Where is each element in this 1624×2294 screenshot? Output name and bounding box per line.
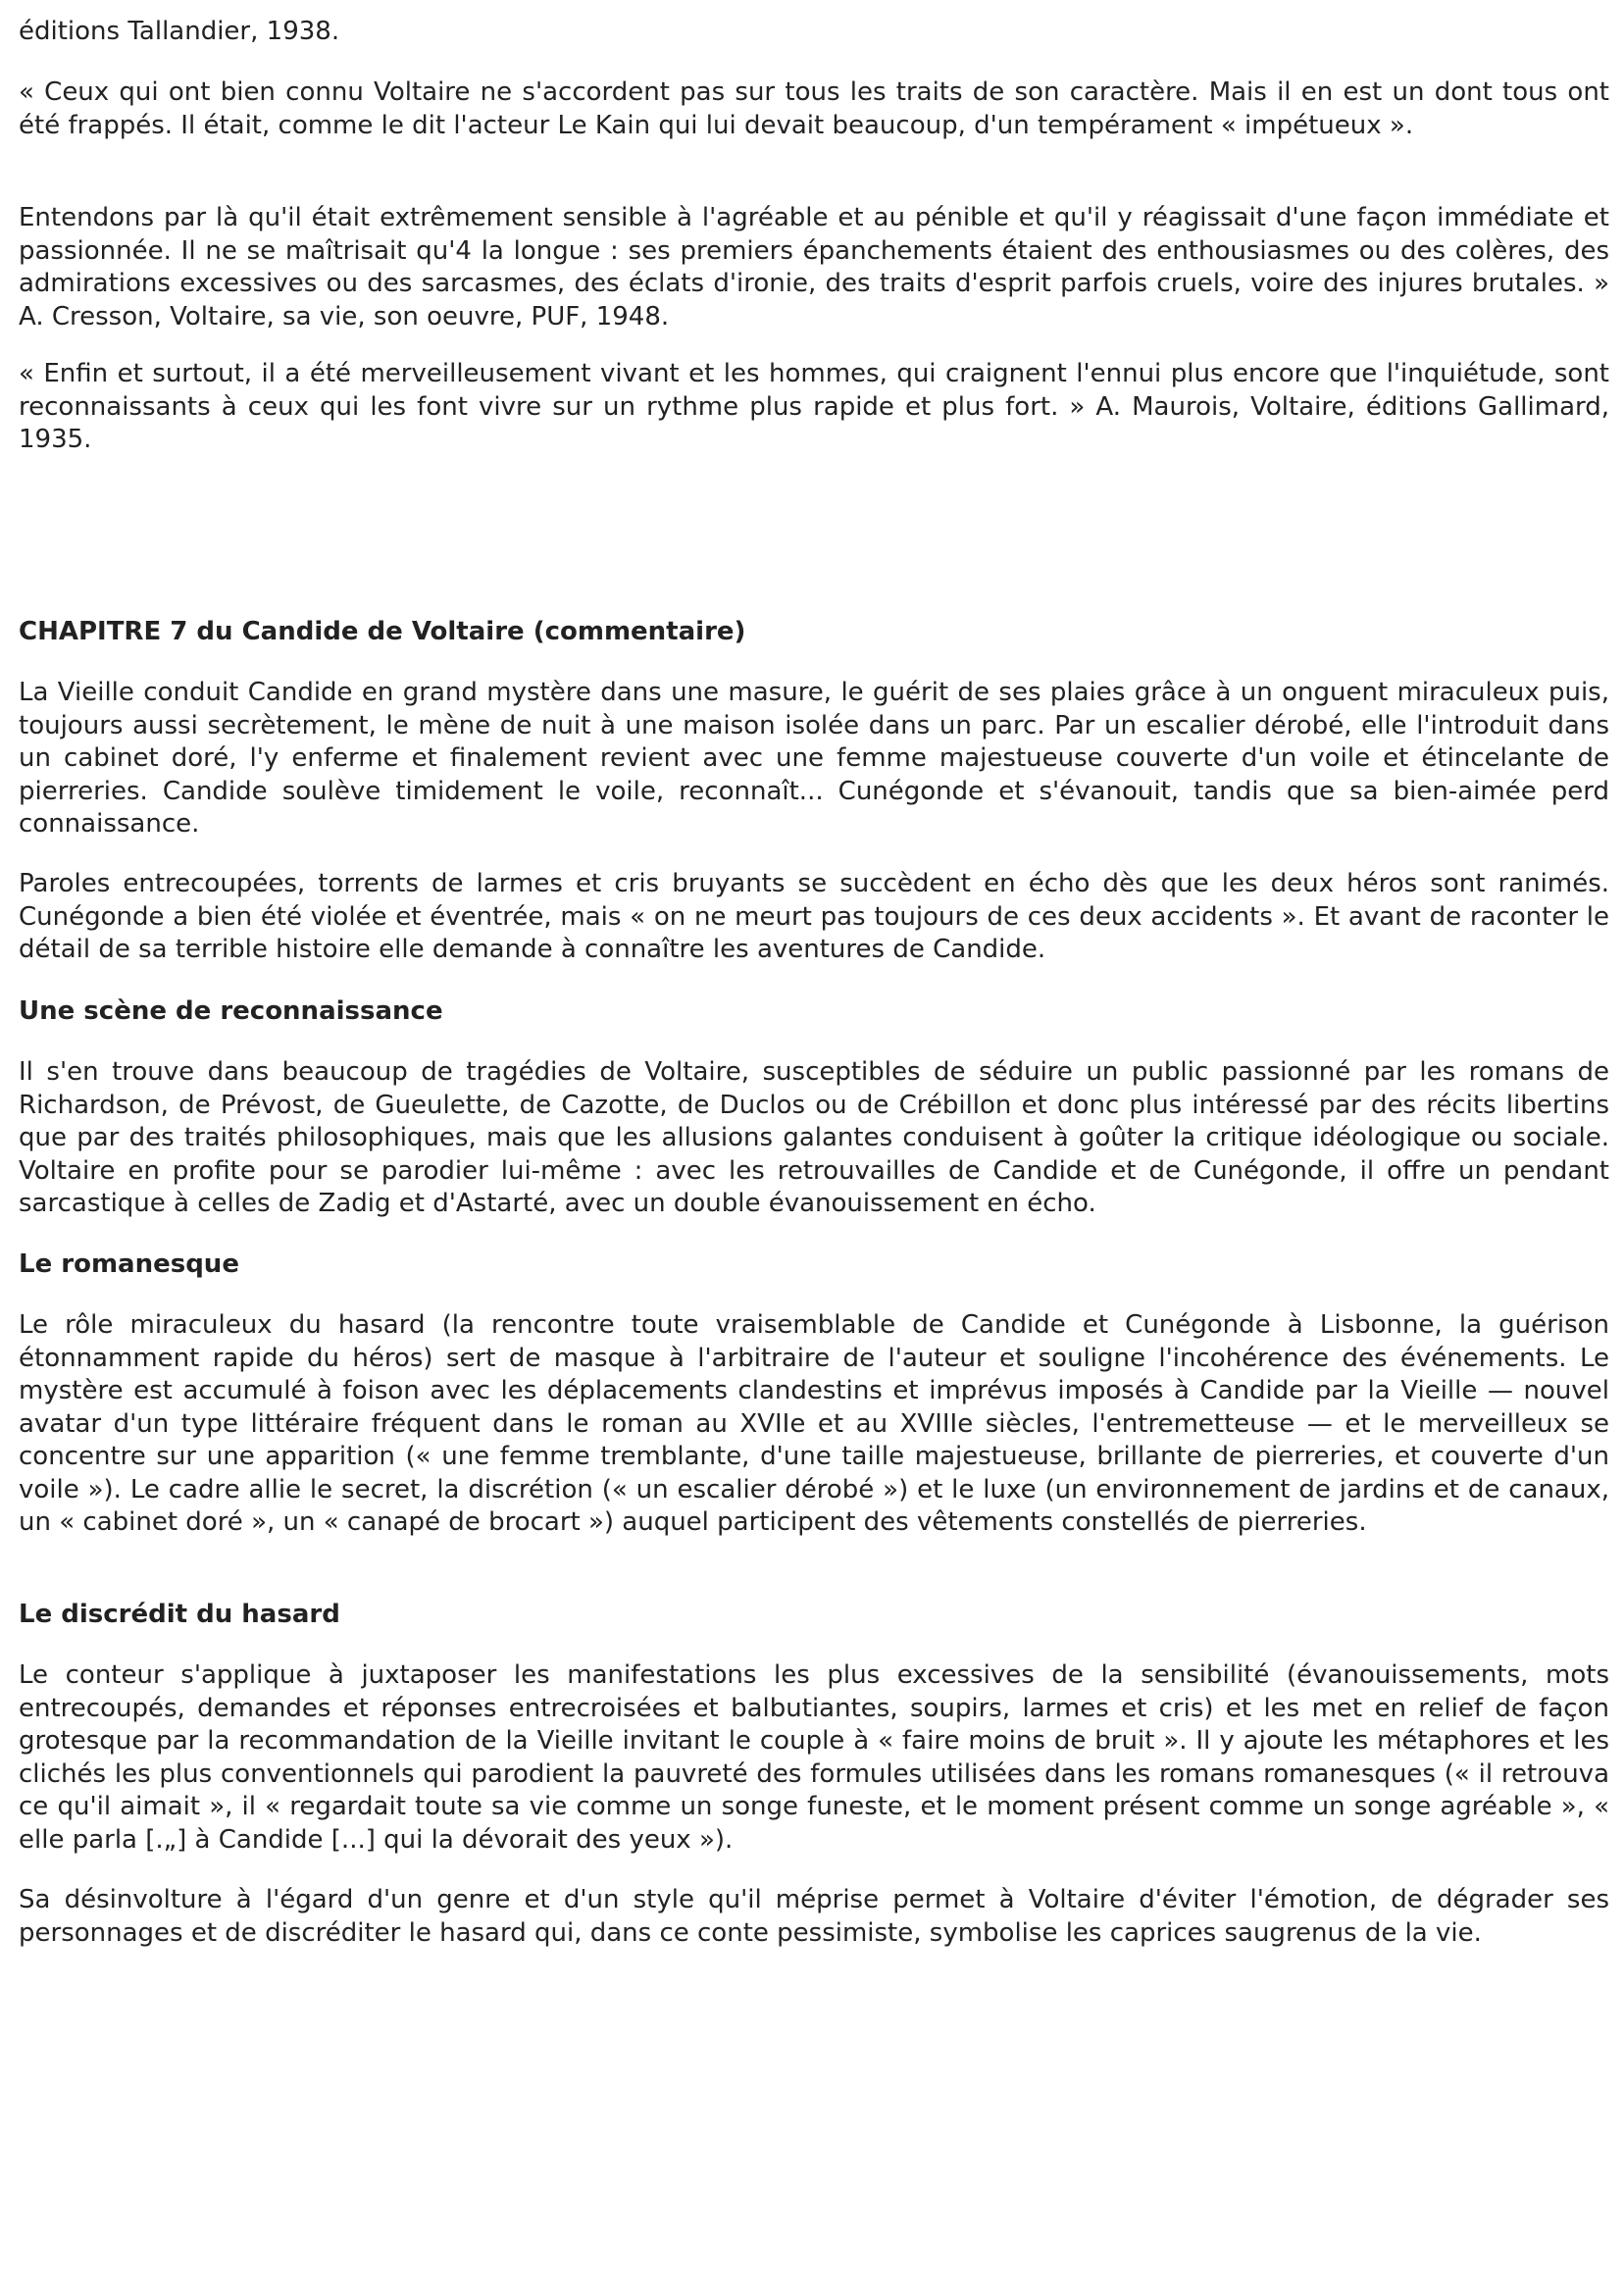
quote-paragraph: « Enfin et surtout, il a été merveilleusement vivant et les hommes, qui craignent l'ennui plus encore que l'inquiétude, sont reconnaissants à ceux qui les font vivre sur un rythme plus rapide et plus fort. » A. Maurois, Voltaire, éditions Gallimard, 1935.: [19, 359, 1609, 454]
section-paragraph: Il s'en trouve dans beaucoup de tragédies de Voltaire, susceptibles de séduire un public passionné par les romans de Richardson, de Prévost, de Gueulette, de Cazotte, de Duclos ou de Crébillon et donc plus intéressé par des récits libertins que par des traités philosophiques, mais que les allusions galantes conduisent à goûter la critique idéologique ou sociale. Voltaire en profite pour se parodier lui-même : avec les retrouvailles de Candide et de Cunégonde, il offre un pendant sarcastique à celles de Zadig et d'Astarté, avec un double évanouissement en écho.: [19, 1057, 1609, 1218]
conclusion-paragraph: Sa désinvolture à l'égard d'un genre et d'un style qu'il méprise permet à Voltaire d'éviter l'émotion, de dégrader ses personnages et de discréditer le hasard qui, dans ce conte pessimiste, symbolise les caprices saugrenus de la vie.: [19, 1885, 1609, 1948]
section-heading: Le discrédit du hasard: [19, 1600, 340, 1629]
summary-paragraph: Paroles entrecoupées, torrents de larmes et cris bruyants se succèdent en écho dès que les deux héros sont ranimés. Cunégonde a bien été violée et éventrée, mais « on ne meurt pas toujours de ces deux accidents ». Et avant de raconter le détail de sa terrible histoire elle demande à connaître les aventures de Candide.: [19, 869, 1609, 964]
section-heading: Une scène de reconnaissance: [19, 996, 443, 1026]
section-paragraph: Le rôle miraculeux du hasard (la rencontre toute vraisemblable de Candide et Cunégonde à Lisbonne, la guérison étonnamment rapide du héros) sert de masque à l'arbitraire de l'auteur et souligne l'incohérence des événements. Le mystère est accumulé à foison avec les déplacements clandestins et imprévus imposés à Candide par la Vieille — nouvel avatar d'un type littéraire fréquent dans le roman au XVIIe et au XVIIIe siècles, l'entremetteuse — et le merveilleux se concentre sur une apparition (« une femme tremblante, d'une taille majestueuse, brillante de pierreries, et couverte d'un voile »). Le cadre allie le secret, la discrétion (« un escalier dérobé ») et le luxe (un environnement de jardins et de canaux, un « cabinet doré », un « canapé de brocart ») auquel participent des vêtements constellés de pierreries.: [19, 1310, 1609, 1537]
quote-paragraph: « Ceux qui ont bien connu Voltaire ne s'accordent pas sur tous les traits de son caractère. Mais il en est un dont tous ont été frappés. Il était, comme le dit l'acteur Le Kain qui lui devait beaucoup, d'un tempérament « impétueux ».: [19, 77, 1609, 140]
summary-paragraph: La Vieille conduit Candide en grand mystère dans une masure, le guérit de ses plaies grâce à un onguent miraculeux puis, toujours aussi secrètement, le mène de nuit à une maison isolée dans un parc. Par un escalier dérobé, elle l'introduit dans un cabinet doré, l'y enferme et finalement revient avec une femme majestueuse couverte d'un voile et étincelante de pierreries. Candide soulève timidement le voile, reconnaît... Cunégonde et s'évanouit, tandis que sa bien-aimée perd connaissance.: [19, 678, 1609, 839]
section-heading: Le romanesque: [19, 1249, 239, 1279]
quote-paragraph: Entendons par là qu'il était extrêmement sensible à l'agréable et au pénible et qu'il y réagissait d'une façon immédiate et passionnée. Il ne se maîtrisait qu'4 la longue : ses premiers épanchements étaient des enthousiasmes ou des colères, des admirations excessives ou des sarcasmes, des éclats d'ironie, des traits d'esprit parfois cruels, voire des injures brutales. » A. Cresson, Voltaire, sa vie, son oeuvre, PUF, 1948.: [19, 203, 1609, 331]
chapter-title: CHAPITRE 7 du Candide de Voltaire (commentaire): [19, 617, 746, 646]
section-paragraph: Le conteur s'applique à juxtaposer les manifestations les plus excessives de la sensibilité (évanouissements, mots entrecoupés, demandes et réponses entrecroisées et balbutiantes, soupirs, larmes et cris) et les met en relief de façon grotesque par la recommandation de la Vieille invitant le couple à « faire moins de bruit ». Il y ajoute les métaphores et les clichés les plus conventionnels qui parodient la pauvreté des formules utilisées dans les romans romanesques (« il retrouva ce qu'il aimait », il « regardait toute sa vie comme un songe funeste, et le moment présent comme un songe agréable », « elle parla [.„] à Candide [...] qui la dévorait des yeux »).: [19, 1660, 1609, 1855]
intro-citation: éditions Tallandier, 1938.: [19, 17, 340, 46]
